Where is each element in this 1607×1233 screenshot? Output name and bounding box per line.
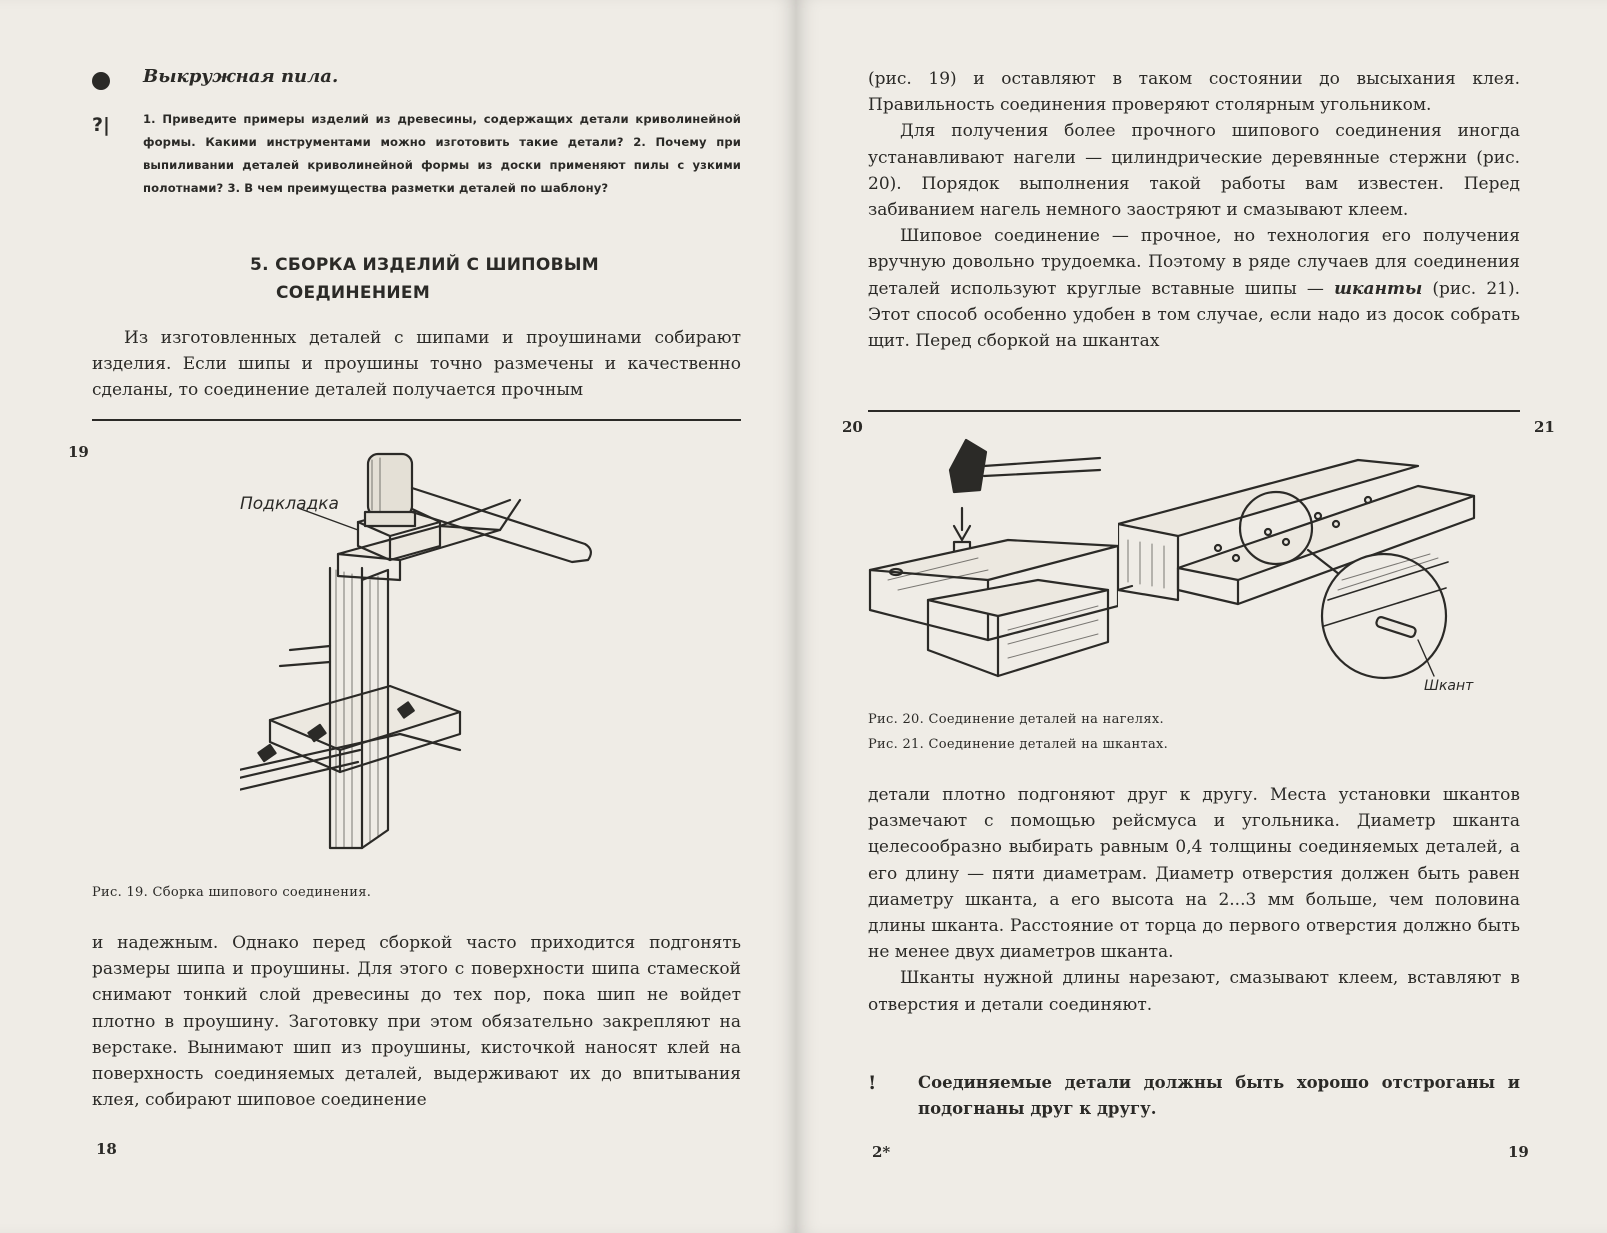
left-para1-text: Из изготовленных деталей с шипами и проушинами собирают изделия. Если шипы и проушины точно размечены и качественно сделаны, то соединение деталей получается прочным <box>92 328 741 401</box>
right-page <box>796 0 1607 1233</box>
left-page <box>0 0 796 1233</box>
section-title-line1: 5. СБОРКА ИЗДЕЛИЙ С ШИПОВЫМ <box>250 255 599 275</box>
right-para3-a: Шиповое соединение — прочное, но технология его получения вручную довольно трудоемка. Поэтому в ряде случаев для соединения деталей используют круглые вставные шипы — <box>868 226 1520 299</box>
right-para5-text: Шканты нужной длины нарезают, смазывают клеем, вставляют в отверстия и детали соединяют. <box>868 968 1520 1015</box>
left-paragraph-2 <box>92 930 741 1113</box>
right-para3-b: (рис. 21). Этот способ особенно удобен в том случае, если надо из досок собрать щит. Перед сборкой на шкантах <box>868 278 1520 352</box>
figure-20-caption: Рис. 20. Соединение деталей на нагелях. <box>868 712 1164 727</box>
figure-19-caption: Рис. 19. Сборка шипового соединения. <box>92 885 372 900</box>
figure-21-caption: Рис. 21. Соединение деталей на шкантах. <box>868 737 1169 752</box>
figure-label-podkladka: Подкладка <box>240 494 339 514</box>
section-title-line2: СОЕДИНЕНИЕМ <box>276 283 431 303</box>
important-note: Соединяемые детали должны быть хорошо отстроганы и подогнаны друг к другу. <box>918 1073 1520 1118</box>
side-page-number: 19 <box>68 443 89 461</box>
left-footer-page-number: 18 <box>96 1140 117 1158</box>
side-number-21: 21 <box>1534 418 1555 436</box>
left-paragraph-1 <box>92 325 741 404</box>
right-para4-text: детали плотно подгоняют друг к другу. Места установки шкантов размечают с помощью рейсмуса и угольника. Диаметр шканта целесообразно выбирать равным 0,4 толщины соединяемых деталей, а его длину — пяти диаметрам. Диаметр отверстия должен быть равен диаметру шканта, а его высота на 2...3 мм больше, чем половина длины шканта. Расстояние от торца до первого отверстия должно быть не менее двух диаметров шканта. <box>868 785 1520 963</box>
bullet-heading: Выкружная пила. <box>143 66 339 87</box>
divider-rule <box>92 419 741 421</box>
right-para2-text: Для получения более прочного шипового соединения иногда устанавливают нагели — цилиндрические деревянные стержни (рис. 20). Порядок выполнения такой работы вам известен. Перед забиванием нагель немного заостряют и смазывают клеем. <box>868 121 1520 221</box>
left-para2-text: и надежным. Однако перед сборкой часто приходится подгонять размеры шипа и проушины. Для этого с поверхности шипа стамеской снимают тонкий слой древесины до тех пор, пока шип не войдет плотно в проушину. Заготовку при этом обязательно закрепляют на верстаке. Вынимают шип из проушины, кисточкой наносят клей на поверхность соединяемых деталей, выдерживают их до впитывания клея, собирают шиповое соединение <box>92 933 741 1111</box>
right-footer-page-number: 19 <box>1508 1143 1529 1161</box>
figure-21-illustration <box>1118 450 1488 700</box>
term-shkanty: шканты <box>1334 278 1423 299</box>
right-para3 <box>868 223 1520 354</box>
review-questions: 1. Приведите примеры изделий из древесины, содержащих детали криволинейной формы. Какими инструментами можно изготовить такие детали? 2. Почему при выпиливании деталей криволинейной формы из доски применяют пилы с узкими полотнами? 3. В чем преимущества разметки деталей по шаблону? <box>143 112 741 195</box>
right-paragraphs-top <box>868 66 1520 354</box>
right-para1-text: (рис. 19) и оставляют в таком состоянии до высыхания клея. Правильность соединения проверяют столярным угольником. <box>868 69 1520 116</box>
divider-rule-right <box>868 410 1520 412</box>
figure-label-shkant: Шкант <box>1424 678 1474 694</box>
question-mark-icon: ?| <box>92 114 110 136</box>
figure-20-illustration <box>868 430 1118 690</box>
right-paragraphs-bottom <box>868 782 1520 1018</box>
signature-mark: 2* <box>872 1143 891 1161</box>
side-number-20: 20 <box>842 418 863 436</box>
note-mark-icon: ! <box>868 1072 877 1094</box>
bullet-icon <box>92 72 110 90</box>
